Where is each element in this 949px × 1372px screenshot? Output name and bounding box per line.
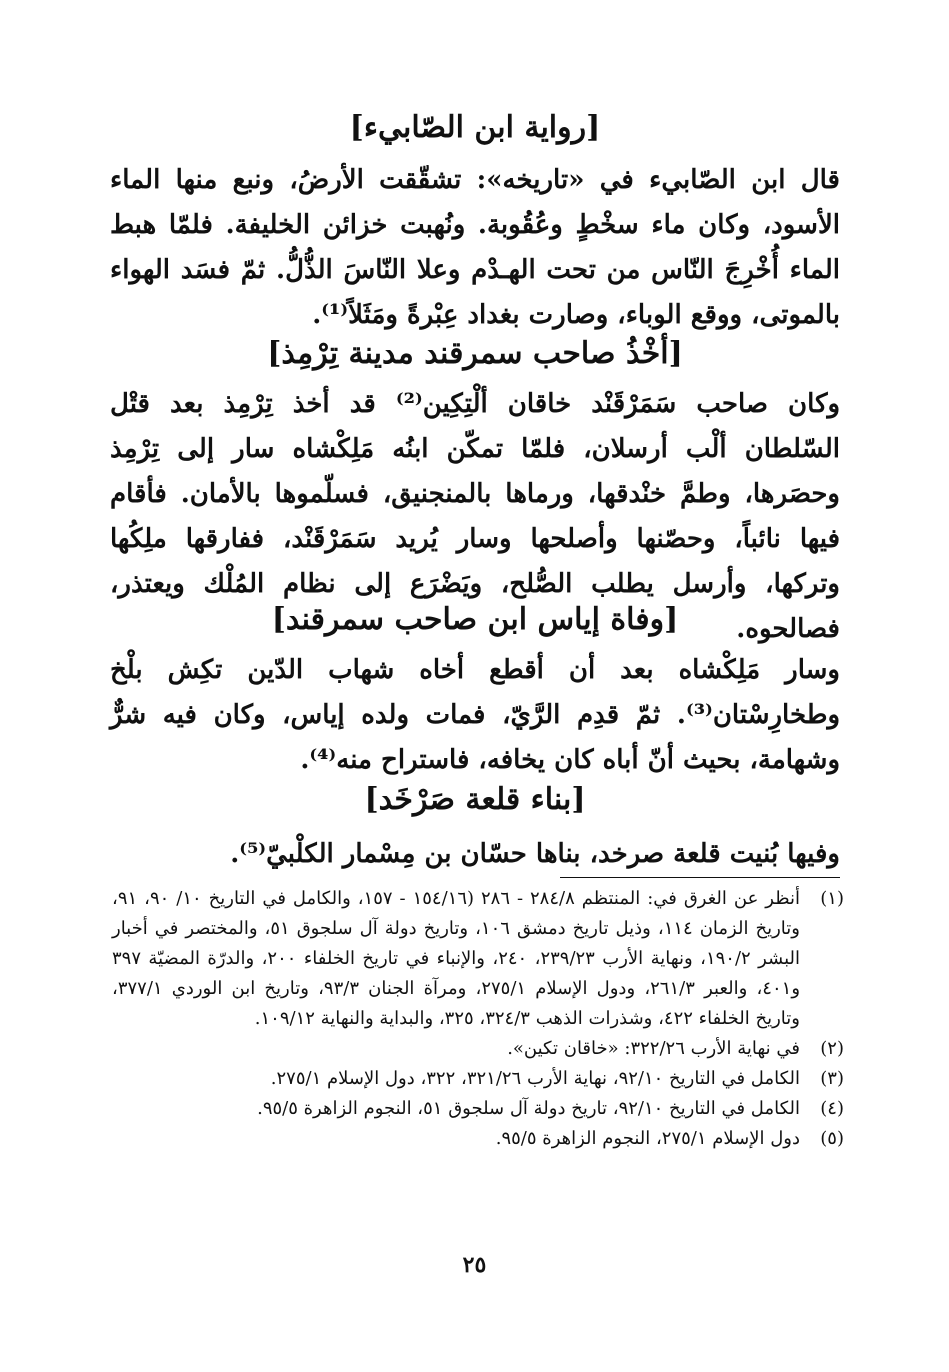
page-number: ٢٥ xyxy=(462,1252,487,1278)
footnote-item xyxy=(112,884,844,1034)
section-heading: [أخْذُ صاحب سمرقند مدينة تِرْمِذ] xyxy=(267,336,683,371)
footnote-number: (١) xyxy=(820,888,844,909)
footnote-text: دول الإسلام ٢٧٥/١، النجوم الزاهرة ٩٥/٥. xyxy=(495,1128,800,1149)
section-paragraph: وسار مَلِكْشاه بعد أن أقطع أخاه شهاب الدّين تكِش بلْخ وطخارِسْتان⁽³⁾. ثمّ قدِم الرَّيّ، فمات ولده إياس، وكان فيه شرٌّ وشهامة، بحيث أنّ أباه كان يخافه، فاستراح منه⁽⁴⁾. xyxy=(110,655,840,775)
section-paragraph: قال ابن الصّابيء في «تاريخه»: تشقّقت الأرضُ، ونبع منها الماء الأسود، وكان ماء سخْطٍ وعُقُوبة. ونُهبت خزائن الخليفة. فلمّا هبط الماء أُخْرِجَ النّاس من تحت الهـدْم وعلا النّاسَ الذُّلُّ. ثمّ فسَد الهواء بالموتى، ووقع الوباء، وصارت بغداد عِبْرةً ومَثَلاً⁽¹⁾. xyxy=(110,165,840,330)
section-heading: [رواية ابن الصّابيء] xyxy=(349,110,601,145)
section-iyas-death xyxy=(110,600,840,783)
footnote-item xyxy=(112,1124,844,1154)
footnote-item xyxy=(112,1094,844,1124)
footnote-separator xyxy=(560,877,840,878)
footnote-number: (٤) xyxy=(820,1098,844,1119)
footnote-text: الكامل في التاريخ ٩٢/١٠، نهاية الأرب ٣٢١/٢٦، ٣٢٢، دول الإسلام ٢٧٥/١. xyxy=(270,1068,800,1089)
section-heading: [بناء قلعة صَرْخَد] xyxy=(364,782,586,817)
footnote-item xyxy=(112,1064,844,1094)
section-paragraph: وفيها بُنيت قلعة صرخد، بناها حسّان بن مِسْمار الكلْبيّ⁽⁵⁾. xyxy=(230,839,840,869)
footnote-text: في نهاية الأرب ٣٢٢/٢٦: «خاقان تكين». xyxy=(507,1038,800,1059)
footnote-text: أنظر عن الغرق في: المنتظم ٢٨٤/٨ - ٢٨٦ (١٥٤/١٦ - ١٥٧، والكامل في التاريخ ١٠/ ٩٠، ٩١، وتاريخ الزمان ١١٤، وذيل تاريخ دمشق ١٠٦، وتاريخ دولة آل سلجوق ٥١، والمختصر في أخبار البشر ١٩٠/٢، ونهاية الأرب ٢٣٩/٢٣، ٢٤٠، والإنباء في تاريخ الخلفاء ٢٠٠، والدرّة المضيّة ٣٩٧ و٤٠١، والعبر ٢٦١/٣، ودول الإسلام ٢٧٥/١، ومرآة الجنان ٩٣/٣، وتاريخ ابن الوردي ٣٧٧/١، وتاريخ الخلفاء ٤٢٢، وشذرات الذهب ٣٢٤/٣، ٣٢٥، والبداية والنهاية ١٠٩/١٢. xyxy=(112,888,801,1029)
section-ibn-al-sabi xyxy=(110,108,840,338)
section-heading: [وفاة إياس ابن صاحب سمرقند] xyxy=(271,602,679,637)
footnote-number: (٢) xyxy=(820,1038,844,1059)
footnote-number: (٣) xyxy=(820,1068,844,1089)
section-paragraph: وكان صاحب سَمَرْقَنْد خاقان ألْتِكِين⁽²⁾ قد أخذ تِرْمِذ بعد قتْل السّلطان ألْب أرسلان، فلمّا تمكّن ابنُه مَلِكْشاه سار إلى تِرْمِذ وحصَرها، وطمَّ خنْدقها، ورماها بالمنجنيق، فسلّموها بالأمان. فأقام فيها نائباً، وحصّنها وأصلحها وسار يُريد سَمَرْقَنْد، ففارقها ملِكُها وتركها، وأرسل يطلب الصُّلح، ويَضْرَع إلى نظام المُلْك ويعتذر، فصالحوه. xyxy=(110,389,841,644)
footnote-number: (٥) xyxy=(820,1128,844,1149)
section-sarkhad-castle xyxy=(110,780,840,877)
footnote-item xyxy=(112,1034,844,1064)
footnote-text: الكامل في التاريخ ٩٢/١٠، تاريخ دولة آل سلجوق ٥١، النجوم الزاهرة ٩٥/٥. xyxy=(257,1098,800,1119)
footnotes xyxy=(112,884,844,1154)
